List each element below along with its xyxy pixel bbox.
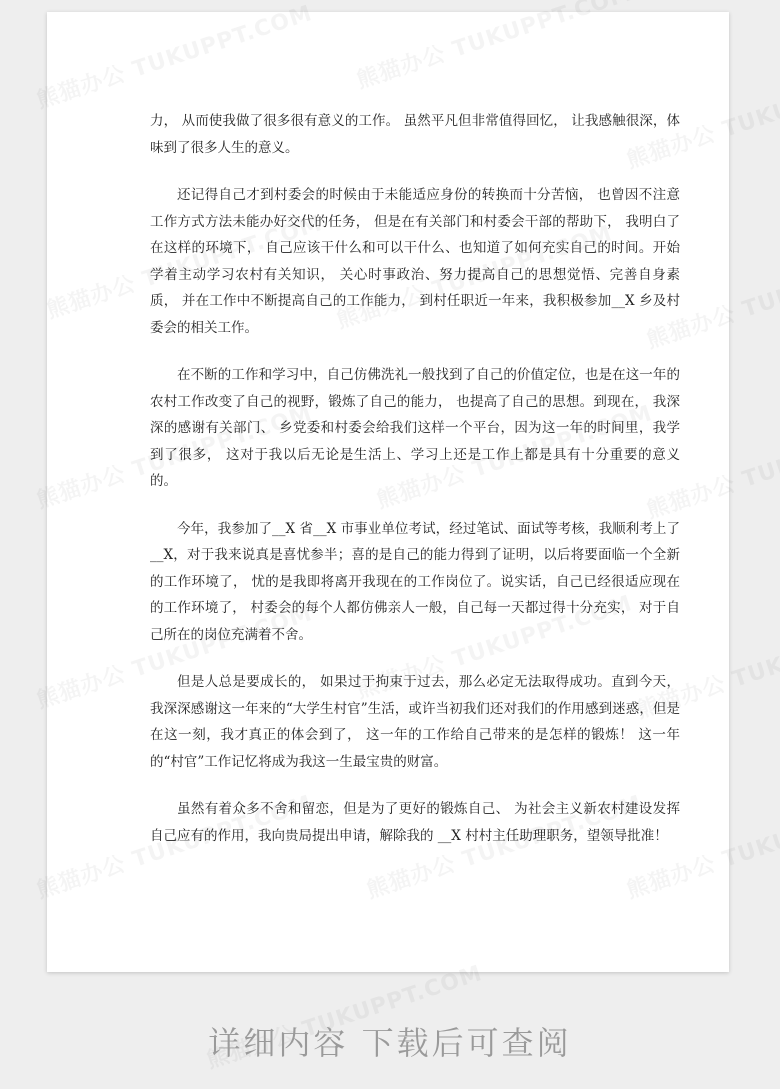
paragraph: 还记得自己才到村委会的时候由于未能适应身份的转换而十分苦恼， 也曾因不注意工作方式方法未能办好交代的任务， 但是在有关部门和村委会干部的帮助下， 我明白了在这样的环境下， 自己应该干什么和可以干什么、也知道了如何充实自己的时间。开始学着主动学习农村有关知识， 关心时事政治、努力提高自己的思想觉悟、完善自身素质， 并在工作中不断提高自己的工作能力， 到村任职近一年来，我积极参加__X 乡及村委会的相关工作。 (150, 187, 680, 336)
document-body (150, 108, 680, 870)
paragraph: 今年，我参加了__X 省__X 市事业单位考试，经过笔试、面试等考核，我顺利考上了__X，对于我来说真是喜忧参半；喜的是自己的能力得到了证明，以后将要面临一个全新的工作环境了， 忧的是我即将离开我现在的工作岗位了。说实话，自己已经很适应现在的工作环境了， 村委会的每个人都仿佛亲人一般，自己每一天都过得十分充实， 对于自己所在的岗位充满着不舍。 (150, 520, 680, 643)
document-page (47, 12, 729, 972)
paragraph: 但是人总是要成长的， 如果过于拘束于过去，那么必定无法取得成功。直到今天，我深深感谢这一年来的“大学生村官”生活，或许当初我们还对我们的作用感到迷惑，但是在这一刻，我才真正的体会到了， 这一年的工作给自己带来的是怎样的锻炼！ 这一年的“村官”工作记忆将成为我这一生最宝贵的财富。 (150, 674, 680, 770)
paragraph: 力， 从而使我做了很多很有意义的工作。 虽然平凡但非常值得回忆， 让我感触很深，体味到了很多人生的意义。 (150, 113, 680, 156)
paragraph: 在不断的工作和学习中，自己仿佛洗礼一般找到了自己的价值定位，也是在这一年的农村工作改变了自己的视野，锻炼了自己的能力， 也提高了自己的思想。到现在， 我深深的感谢有关部门、 乡党委和村委会给我们这样一个平台，因为这一年的时间里，我学到了很多， 这对于我以后无论是生活上、学习上还是工作上都是具有十分重要的意义的。 (150, 367, 680, 489)
download-prompt: 详细内容 下载后可查阅 (208, 1024, 572, 1062)
paragraph: 虽然有着众多不舍和留恋，但是为了更好的锻炼自己、 为社会主义新农村建设发挥自己应有的作用，我向贵局提出申请，解除我的 __X 村村主任助理职务，望领导批准！ (150, 801, 680, 844)
